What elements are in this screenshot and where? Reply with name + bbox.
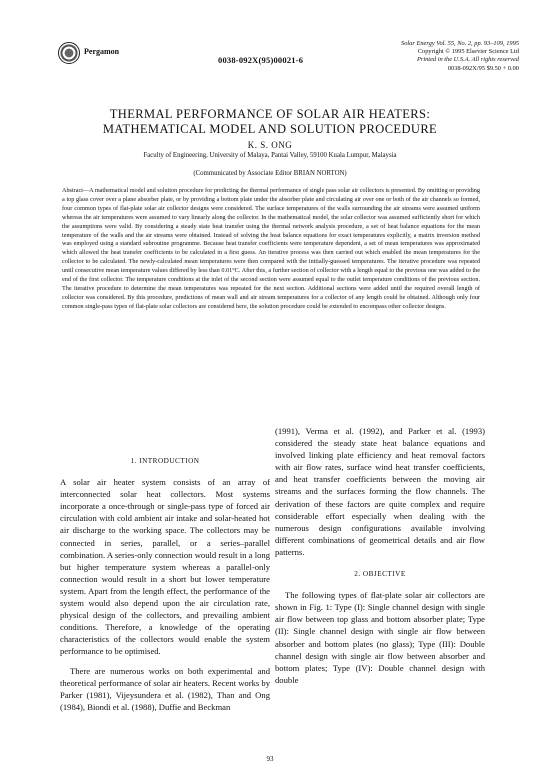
article-pii: 0038-092X(95)00021-6	[218, 55, 304, 65]
author-affiliation: Faculty of Engineering, University of Malaya, Pantai Valley, 59100 Kuala Lumpur, Malaysia	[143, 152, 397, 159]
right-column	[275, 425, 485, 693]
paragraph: (1991), Verma et al. (1992), and Parker et al. (1993) considered the steady state heat balance equations and involved linking plate efficiency and heat removal factors with air flow rates, surface wind heat transfer coefficients, and heat transfer coefficients between the moving air streams and the surfaces forming the flow channels. The derivation of these factors are quite complex and require considerable effort especially when dealing with the numerous design configurations available involving different combinations of geometrical details and air flow patterns.	[275, 426, 485, 557]
section-heading-introduction: 1. INTRODUCTION	[130, 457, 200, 465]
abstract	[62, 187, 480, 312]
journal-line: Copyright © 1995 Elsevier Science Ltd	[417, 48, 519, 56]
paper-title	[20, 107, 520, 137]
journal-line: Printed in the U.S.A. All rights reserved	[416, 56, 519, 64]
journal-citation	[401, 40, 519, 73]
abstract-label: Abstract	[62, 187, 83, 194]
communicated-by: (Communicated by Associate Editor BRIAN NORTON)	[193, 170, 347, 177]
publisher-name: Pergamon	[84, 47, 120, 56]
journal-line: Solar Energy Vol. 55, No. 2, pp. 93–109, 1995	[401, 40, 519, 47]
page-number: 93	[266, 755, 274, 763]
paragraph: There are numerous works on both experimental and theoretical performance of solar air heaters. Recent works by Parker (1981), Vijeysundera et al. (1982), Than and Ong (1984), Biondi et al. (1988), Duffie and Beckman	[60, 665, 270, 712]
left-column	[60, 455, 270, 720]
publisher-logo	[58, 42, 80, 64]
author-name: K. S. ONG	[247, 140, 293, 150]
title-line: THERMAL PERFORMANCE OF SOLAR AIR HEATERS:	[109, 107, 431, 121]
journal-line: 0038-092X/95 $9.50 + 0.00	[447, 64, 519, 72]
paragraph: The following types of flat-plate solar air collectors are shown in Fig. 1: Type (I): Single channel design with single air flow between top glass and bottom absorber plate; Type (II): Single channel design with single air flow between absorber and bottom plates (no glass); Type (III): Double channel design with single air flow between absorber and bottom plates; Type (IV): Double channel design with double	[275, 590, 485, 685]
abstract-text: —A mathematical model and solution procedure for predicting the thermal performance of single pass solar air collectors is presented. By omitting or providing a top glass cover over a plane absorber plate, or by providing a bottom plate under the absorber plate and circulating air over one or both of the air channels so formed, four common types of flat-plate solar air collector designs were considered. The surface temperatures of the walls surrounding the air streams were assumed uniform whereas the air temperatures were assumed to vary linearly along the collector. In the mathematical model, the solar collector was assumed sufficiently short for which the assumptions were valid. By considering a steady state heat transfer using the thermal network analysis procedure, a set of heat balance equations for the mean temperature of the walls and the air streams were obtained. Instead of solving the heat balance equations for exact temperatures explicitly, a matrix inversion method was employed using a standard subroutine programme. Because heat transfer coefficients were temperature dependent, a set of mean temperatures was approximated which allowed the heat transfer coefficients to be calculated in a first guess. An iterative process was then carried out which enabled the mean temperatures for the collector to be calculated. The newly-calculated mean temperatures were then compared with the initially-guessed temperatures. The iterative procedure was repeated until consecutive mean temperature values differed by less than 0.01°C. After this, a further section of collector with a length equal to the previous one was added to the end of the first collector. The temperature conditions at the inlet of the second section were assumed equal to the outlet temperature conditions of the previous section. The iterative procedure to determine the mean temperatures was repeated for the next section. Additional sections were added until the required overall length of collector was considered. By this procedure, predictions of mean wall and air stream temperatures for a collector of any length could be obtained. Although only four common single-pass types of flat-plate solar collectors are considered here, the solution procedure could be extended to encompass other collector designs.	[62, 187, 480, 310]
paragraph: A solar air heater system consists of an array of interconnected solar heat collectors. Most systems incorporate a once-through or single-pass type of forced air circulation with cold ambient air intake and solar-heated hot air discharge to the working space. The collectors may be connected in series, parallel, or a series–parallel combination. A series-only connection would result in a long but higher temperature system whereas a parallel-only connection would result in a short but lower temperature system. Apart from the length effect, the performance of the system would also depend upon the air circulation rate, physical design of the collectors, and prevailing ambient conditions. Therefore, a knowledge of the operating characteristics of the collectors would enable the system performance to be optimised.	[60, 477, 270, 657]
section-heading-objective: 2. OBJECTIVE	[354, 570, 406, 579]
title-line: MATHEMATICAL MODEL AND SOLUTION PROCEDURE	[102, 122, 438, 136]
